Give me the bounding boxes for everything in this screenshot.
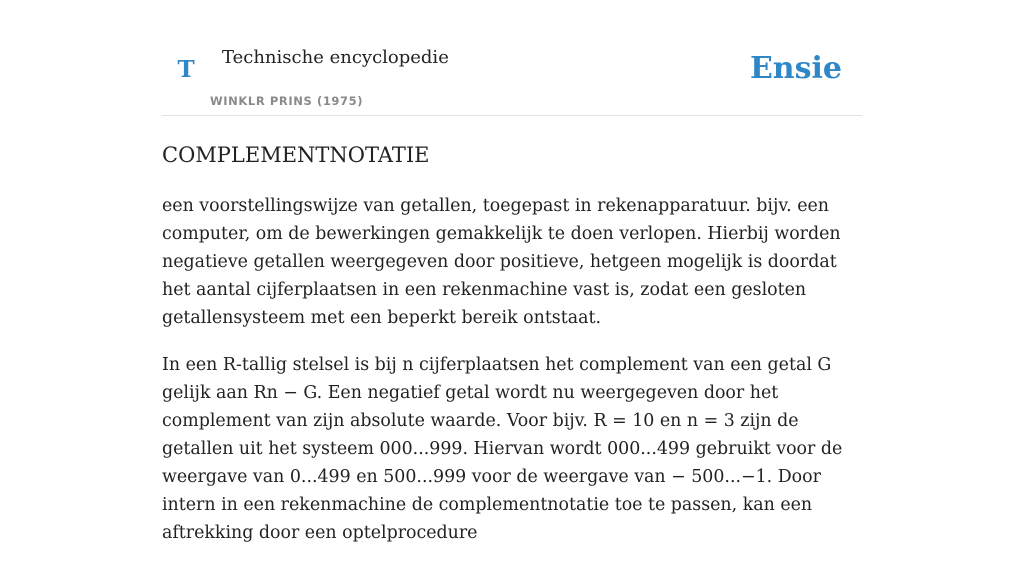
source-title[interactable]: Technische encyclopedie bbox=[222, 47, 449, 68]
source-letter-icon: T bbox=[177, 56, 195, 83]
source-subtitle: WINKLR PRINS (1975) bbox=[210, 94, 364, 108]
source-header bbox=[162, 0, 862, 116]
paragraph: In een R-tallig stelsel is bij n cijferplaatsen het complement van een getal G gelijk aan Rn − G. Een negatief getal wordt nu weergegeven door het complement van zijn absolute waarde. Voor bijv. R = 10 en n = 3 zijn de getallen uit het systeem 000...999. Hiervan wordt 000...499 gebruikt voor de weergave van 0...499 en 500...999 voor de weergave van − 500...−1. Door intern in een rekenmachine de complementnotatie toe te passen, kan een aftrekking door een optelprocedure bbox=[162, 355, 843, 543]
ensie-logo[interactable]: Ensie bbox=[749, 51, 842, 86]
article-title: COMPLEMENTNOTATIE bbox=[162, 143, 430, 167]
paragraph: een voorstellingswijze van getallen, toegepast in rekenapparatuur. bijv. een computer, om de bewerkingen gemakkelijk te doen verlopen. Hierbij worden negatieve getallen weergegeven door positieve, hetgeen mogelijk is doordat het aantal cijferplaatsen in een rekenmachine vast is, zodat een gesloten getallensysteem met een beperkt bereik ontstaat. bbox=[162, 196, 841, 328]
article-body bbox=[162, 192, 867, 566]
